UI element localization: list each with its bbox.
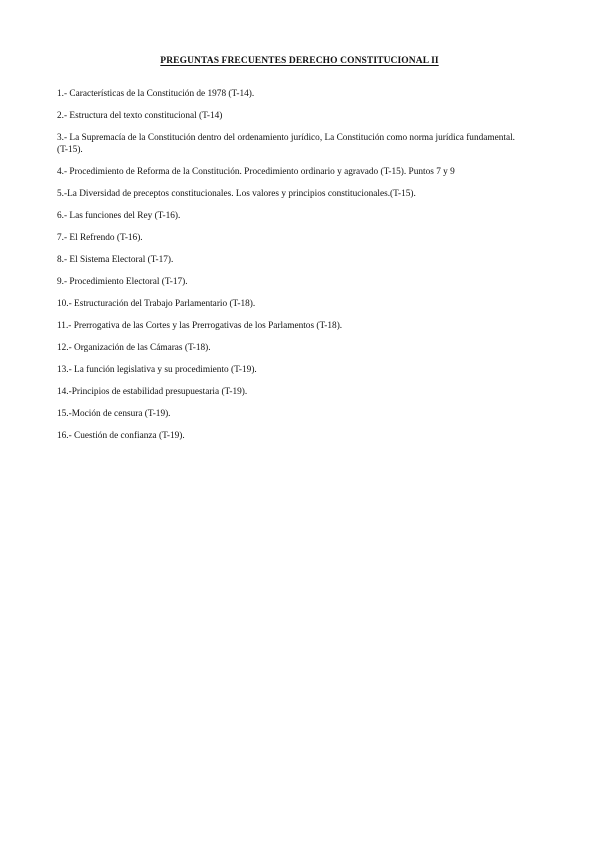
question-item-11: 11.- Prerrogativa de las Cortes y las Prerrogativas de los Parlamentos (T-18). bbox=[57, 321, 343, 331]
question-item-14: 14.-Principios de estabilidad presupuestaria (T-19). bbox=[57, 387, 248, 397]
question-item-2: 2.- Estructura del texto constitucional (T-14) bbox=[57, 111, 223, 121]
question-item-7: 7.- El Refrendo (T-16). bbox=[57, 233, 143, 243]
question-item-4: 4.- Procedimiento de Reforma de la Constitución. Procedimiento ordinario y agravado (T-15). Puntos 7 y 9 bbox=[57, 167, 455, 177]
question-item-15: 15.-Moción de censura (T-19). bbox=[57, 409, 171, 419]
question-item-16: 16.- Cuestión de confianza (T-19). bbox=[57, 431, 185, 441]
question-list bbox=[57, 88, 517, 452]
question-item-10: 10.- Estructuración del Trabajo Parlamentario (T-18). bbox=[57, 299, 256, 309]
question-item-9: 9.- Procedimiento Electoral (T-17). bbox=[57, 277, 188, 287]
question-item-1: 1.- Características de la Constitución de 1978 (T-14). bbox=[57, 89, 255, 99]
question-item-6: 6.- Las funciones del Rey (T-16). bbox=[57, 211, 181, 221]
document-title: PREGUNTAS FRECUENTES DERECHO CONSTITUCIONAL II bbox=[160, 56, 439, 66]
question-item-5: 5.-La Diversidad de preceptos constitucionales. Los valores y principios constitucionales.(T-15). bbox=[57, 189, 416, 199]
question-item-8: 8.- El Sistema Electoral (T-17). bbox=[57, 255, 174, 265]
question-item-13: 13.- La función legislativa y su procedimiento (T-19). bbox=[57, 365, 257, 375]
question-item-12: 12.- Organización de las Cámaras (T-18). bbox=[57, 343, 211, 353]
question-item-3: 3.- La Supremacía de la Constitución dentro del ordenamiento jurídico, La Constitución como norma jurídica fundamental. (T-15). bbox=[57, 133, 516, 155]
